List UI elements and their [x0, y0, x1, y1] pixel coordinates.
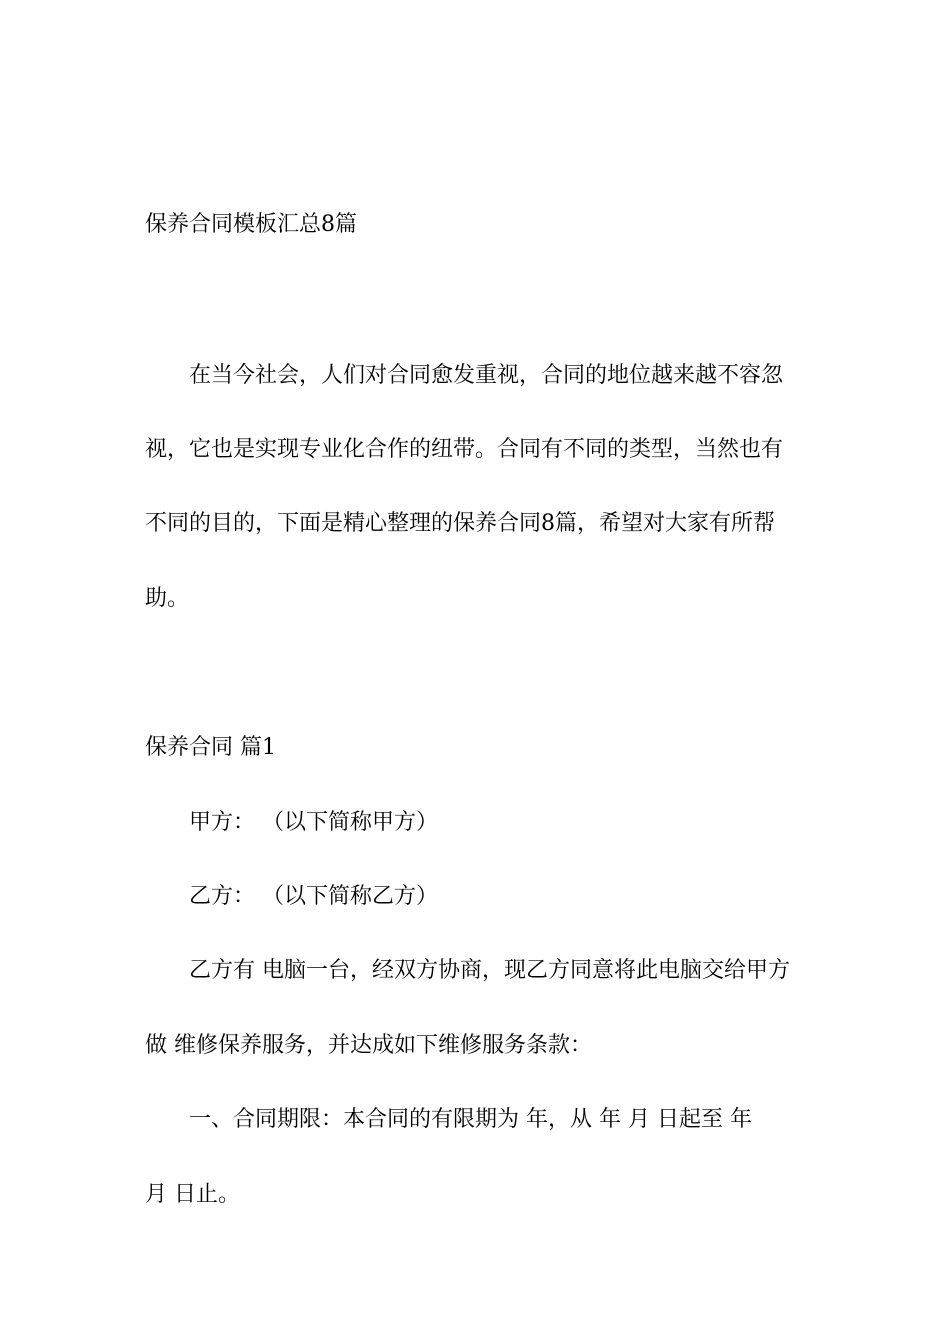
- intro-line-4: 助。: [145, 586, 190, 611]
- document-title: 保养合同模板汇总8篇: [145, 212, 357, 237]
- body-line-3: 一、合同期限：本合同的有限期为 年，从 年 月 日起至 年: [189, 1107, 752, 1132]
- party-b-line: 乙方： （以下简称乙方）: [189, 884, 438, 909]
- intro-line-3: 不同的目的，下面是精心整理的保养合同8篇，希望对大家有所帮: [145, 511, 775, 536]
- body-line-1: 乙方有 电脑一台，经双方协商，现乙方同意将此电脑交给甲方: [189, 958, 790, 983]
- section-heading: 保养合同 篇1: [145, 735, 276, 760]
- intro-line-2: 视，它也是实现专业化合作的纽带。合同有不同的类型，当然也有: [145, 437, 784, 462]
- party-a-line: 甲方： （以下简称甲方）: [189, 810, 438, 835]
- body-line-2: 做 维修保养服务，并达成如下维修服务条款：: [145, 1033, 592, 1058]
- body-line-4: 月 日止。: [145, 1182, 240, 1207]
- intro-line-1: 在当今社会，人们对合同愈发重视，合同的地位越来越不容忽: [189, 363, 784, 388]
